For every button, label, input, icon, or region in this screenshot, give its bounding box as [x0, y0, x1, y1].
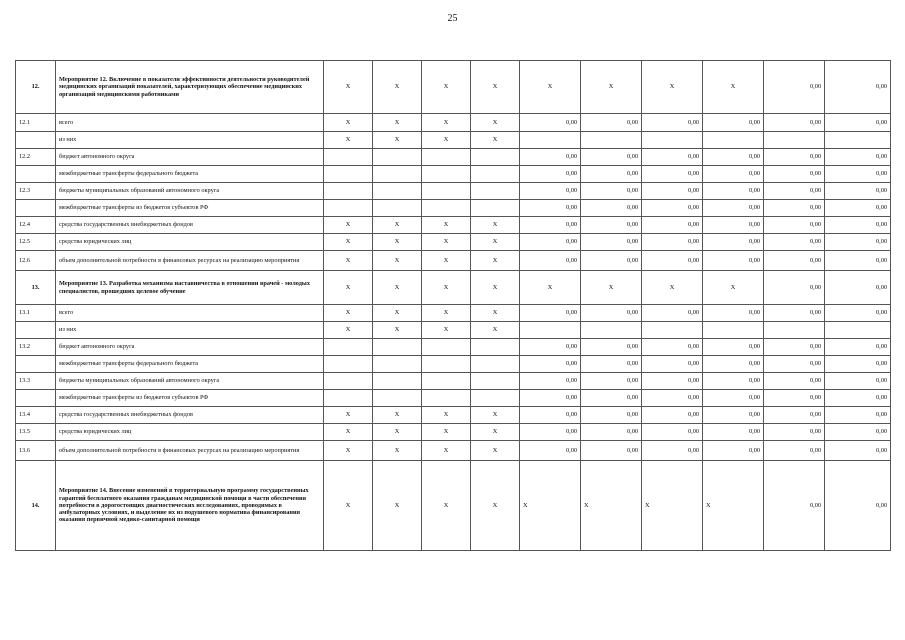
- value-cell-5: 0,00: [520, 373, 581, 390]
- value-cell-3: Х: [422, 461, 471, 551]
- value-cell-9: 0,00: [764, 356, 825, 373]
- value-cell-10: 0,00: [825, 114, 891, 132]
- row-number-cell: 13.6: [16, 441, 56, 461]
- value-cell-4: Х: [471, 305, 520, 322]
- row-number-cell: 14.: [16, 461, 56, 551]
- value-cell-9: 0,00: [764, 461, 825, 551]
- value-cell-6: 0,00: [581, 339, 642, 356]
- description-cell: Мероприятие 13. Разработка механизма наставничества в отношении врачей - молодых специалистов, прошедших целевое обучение: [56, 271, 324, 305]
- value-cell-7: 0,00: [642, 234, 703, 251]
- value-cell-2: Х: [373, 322, 422, 339]
- value-cell-9: 0,00: [764, 251, 825, 271]
- table-row: [16, 149, 891, 166]
- value-cell-8: 0,00: [703, 424, 764, 441]
- value-cell-4: [471, 166, 520, 183]
- value-cell-3: [422, 149, 471, 166]
- value-cell-9: 0,00: [764, 271, 825, 305]
- value-cell-10: 0,00: [825, 407, 891, 424]
- value-cell-7: 0,00: [642, 217, 703, 234]
- value-cell-10: 0,00: [825, 441, 891, 461]
- value-cell-8: 0,00: [703, 200, 764, 217]
- value-cell-6: 0,00: [581, 114, 642, 132]
- value-cell-1: [324, 356, 373, 373]
- value-cell-1: [324, 373, 373, 390]
- value-cell-6: [581, 132, 642, 149]
- description-cell: межбюджетные трансферты из бюджетов субъектов РФ: [56, 390, 324, 407]
- value-cell-6: 0,00: [581, 217, 642, 234]
- value-cell-8: 0,00: [703, 114, 764, 132]
- event-row: [16, 61, 891, 114]
- value-cell-2: Х: [373, 251, 422, 271]
- value-cell-9: 0,00: [764, 390, 825, 407]
- value-cell-5: 0,00: [520, 356, 581, 373]
- row-number-cell: 13.5: [16, 424, 56, 441]
- value-cell-10: 0,00: [825, 356, 891, 373]
- value-cell-10: 0,00: [825, 461, 891, 551]
- table-row: [16, 322, 891, 339]
- row-number-cell: 12.3: [16, 183, 56, 200]
- value-cell-6: 0,00: [581, 407, 642, 424]
- table-row: [16, 390, 891, 407]
- value-cell-7: 0,00: [642, 373, 703, 390]
- row-number-cell: [16, 200, 56, 217]
- row-number-cell: 12.4: [16, 217, 56, 234]
- value-cell-6: 0,00: [581, 373, 642, 390]
- value-cell-2: [373, 166, 422, 183]
- value-cell-1: Х: [324, 322, 373, 339]
- row-number-cell: [16, 132, 56, 149]
- value-cell-8: [703, 132, 764, 149]
- funding-table: [15, 60, 891, 551]
- value-cell-10: 0,00: [825, 251, 891, 271]
- value-cell-8: 0,00: [703, 373, 764, 390]
- value-cell-8: 0,00: [703, 407, 764, 424]
- value-cell-8: Х: [703, 461, 764, 551]
- value-cell-3: Х: [422, 217, 471, 234]
- table-row: [16, 305, 891, 322]
- value-cell-5: [520, 132, 581, 149]
- value-cell-8: 0,00: [703, 441, 764, 461]
- table-row: [16, 441, 891, 461]
- value-cell-7: 0,00: [642, 424, 703, 441]
- value-cell-5: Х: [520, 461, 581, 551]
- description-cell: средства юридических лиц: [56, 424, 324, 441]
- value-cell-8: 0,00: [703, 339, 764, 356]
- value-cell-6: [581, 322, 642, 339]
- value-cell-9: 0,00: [764, 234, 825, 251]
- description-cell: средства юридических лиц: [56, 234, 324, 251]
- value-cell-2: Х: [373, 61, 422, 114]
- description-cell: межбюджетные трансферты федерального бюджета: [56, 166, 324, 183]
- value-cell-9: [764, 132, 825, 149]
- value-cell-7: 0,00: [642, 305, 703, 322]
- table-row: [16, 424, 891, 441]
- value-cell-1: Х: [324, 234, 373, 251]
- value-cell-5: 0,00: [520, 251, 581, 271]
- value-cell-3: Х: [422, 407, 471, 424]
- value-cell-5: 0,00: [520, 200, 581, 217]
- value-cell-3: Х: [422, 132, 471, 149]
- value-cell-1: Х: [324, 424, 373, 441]
- value-cell-7: 0,00: [642, 441, 703, 461]
- value-cell-3: Х: [422, 322, 471, 339]
- value-cell-1: Х: [324, 407, 373, 424]
- value-cell-3: Х: [422, 305, 471, 322]
- row-number-cell: [16, 390, 56, 407]
- value-cell-3: Х: [422, 114, 471, 132]
- event-row: [16, 271, 891, 305]
- value-cell-2: Х: [373, 305, 422, 322]
- value-cell-5: 0,00: [520, 149, 581, 166]
- value-cell-6: 0,00: [581, 356, 642, 373]
- value-cell-5: Х: [520, 271, 581, 305]
- table-row: [16, 234, 891, 251]
- table-row: [16, 183, 891, 200]
- value-cell-10: 0,00: [825, 305, 891, 322]
- value-cell-7: Х: [642, 461, 703, 551]
- value-cell-3: [422, 356, 471, 373]
- value-cell-4: Х: [471, 251, 520, 271]
- value-cell-3: Х: [422, 441, 471, 461]
- value-cell-8: 0,00: [703, 356, 764, 373]
- value-cell-10: 0,00: [825, 339, 891, 356]
- value-cell-4: [471, 183, 520, 200]
- value-cell-4: Х: [471, 322, 520, 339]
- value-cell-10: 0,00: [825, 217, 891, 234]
- value-cell-3: Х: [422, 234, 471, 251]
- value-cell-1: [324, 149, 373, 166]
- value-cell-4: [471, 373, 520, 390]
- value-cell-5: 0,00: [520, 424, 581, 441]
- value-cell-2: Х: [373, 461, 422, 551]
- value-cell-4: Х: [471, 234, 520, 251]
- value-cell-1: Х: [324, 217, 373, 234]
- value-cell-5: 0,00: [520, 234, 581, 251]
- value-cell-8: 0,00: [703, 234, 764, 251]
- value-cell-10: 0,00: [825, 149, 891, 166]
- value-cell-8: 0,00: [703, 305, 764, 322]
- row-number-cell: 13.1: [16, 305, 56, 322]
- value-cell-4: [471, 200, 520, 217]
- description-cell: средства государственных внебюджетных фондов: [56, 407, 324, 424]
- description-cell: объем дополнительной потребности в финансовых ресурсах на реализацию мероприятия: [56, 441, 324, 461]
- value-cell-3: Х: [422, 424, 471, 441]
- table-row: [16, 373, 891, 390]
- value-cell-8: Х: [703, 271, 764, 305]
- value-cell-10: 0,00: [825, 183, 891, 200]
- value-cell-7: 0,00: [642, 390, 703, 407]
- value-cell-9: [764, 322, 825, 339]
- value-cell-9: 0,00: [764, 149, 825, 166]
- value-cell-3: [422, 183, 471, 200]
- value-cell-7: 0,00: [642, 166, 703, 183]
- value-cell-1: Х: [324, 441, 373, 461]
- value-cell-7: 0,00: [642, 339, 703, 356]
- value-cell-3: [422, 339, 471, 356]
- value-cell-10: 0,00: [825, 271, 891, 305]
- description-cell: Мероприятие 12. Включение в показатели эффективности деятельности руководителей медицинских организаций показателей, характеризующих обеспечение медицинских организаций медицинскими работниками: [56, 61, 324, 114]
- row-number-cell: [16, 166, 56, 183]
- row-number-cell: 13.2: [16, 339, 56, 356]
- value-cell-5: 0,00: [520, 390, 581, 407]
- description-cell: всего: [56, 114, 324, 132]
- value-cell-8: Х: [703, 61, 764, 114]
- row-number-cell: [16, 322, 56, 339]
- value-cell-10: 0,00: [825, 61, 891, 114]
- table-row: [16, 114, 891, 132]
- value-cell-2: Х: [373, 407, 422, 424]
- value-cell-1: Х: [324, 461, 373, 551]
- value-cell-9: 0,00: [764, 114, 825, 132]
- value-cell-5: Х: [520, 61, 581, 114]
- description-cell: всего: [56, 305, 324, 322]
- table-row: [16, 132, 891, 149]
- value-cell-9: 0,00: [764, 61, 825, 114]
- value-cell-6: 0,00: [581, 424, 642, 441]
- value-cell-3: Х: [422, 251, 471, 271]
- value-cell-2: Х: [373, 441, 422, 461]
- table-row: [16, 356, 891, 373]
- value-cell-5: 0,00: [520, 114, 581, 132]
- value-cell-9: 0,00: [764, 424, 825, 441]
- value-cell-7: 0,00: [642, 149, 703, 166]
- value-cell-4: [471, 356, 520, 373]
- table-row: [16, 200, 891, 217]
- value-cell-4: Х: [471, 61, 520, 114]
- value-cell-2: Х: [373, 271, 422, 305]
- value-cell-10: 0,00: [825, 373, 891, 390]
- value-cell-2: Х: [373, 132, 422, 149]
- value-cell-2: [373, 200, 422, 217]
- value-cell-2: Х: [373, 114, 422, 132]
- value-cell-1: [324, 390, 373, 407]
- value-cell-6: 0,00: [581, 251, 642, 271]
- description-cell: бюджет автономного округа: [56, 149, 324, 166]
- value-cell-6: 0,00: [581, 183, 642, 200]
- value-cell-2: [373, 356, 422, 373]
- value-cell-4: Х: [471, 271, 520, 305]
- value-cell-6: Х: [581, 61, 642, 114]
- value-cell-7: 0,00: [642, 407, 703, 424]
- value-cell-3: [422, 166, 471, 183]
- value-cell-10: [825, 322, 891, 339]
- value-cell-6: 0,00: [581, 390, 642, 407]
- value-cell-2: Х: [373, 234, 422, 251]
- value-cell-6: 0,00: [581, 149, 642, 166]
- value-cell-2: [373, 339, 422, 356]
- value-cell-4: Х: [471, 132, 520, 149]
- value-cell-3: Х: [422, 271, 471, 305]
- value-cell-6: 0,00: [581, 305, 642, 322]
- table-row: [16, 251, 891, 271]
- table-row: [16, 217, 891, 234]
- description-cell: бюджет автономного округа: [56, 339, 324, 356]
- row-number-cell: 12.6: [16, 251, 56, 271]
- value-cell-6: 0,00: [581, 441, 642, 461]
- value-cell-5: 0,00: [520, 407, 581, 424]
- value-cell-2: Х: [373, 217, 422, 234]
- value-cell-1: [324, 339, 373, 356]
- value-cell-1: [324, 166, 373, 183]
- value-cell-4: [471, 149, 520, 166]
- row-number-cell: 13.3: [16, 373, 56, 390]
- value-cell-5: 0,00: [520, 441, 581, 461]
- value-cell-7: 0,00: [642, 200, 703, 217]
- table-row: [16, 166, 891, 183]
- row-number-cell: 13.4: [16, 407, 56, 424]
- value-cell-7: [642, 322, 703, 339]
- value-cell-4: Х: [471, 217, 520, 234]
- value-cell-5: 0,00: [520, 305, 581, 322]
- value-cell-9: 0,00: [764, 217, 825, 234]
- row-number-cell: [16, 356, 56, 373]
- value-cell-9: 0,00: [764, 305, 825, 322]
- value-cell-7: 0,00: [642, 114, 703, 132]
- value-cell-1: Х: [324, 251, 373, 271]
- value-cell-2: [373, 149, 422, 166]
- value-cell-3: [422, 200, 471, 217]
- value-cell-3: [422, 373, 471, 390]
- value-cell-6: 0,00: [581, 166, 642, 183]
- description-cell: Мероприятие 14. Внесение изменений в территориальную программу государственных гарантий бесплатного оказания гражданам медицинской помощи в части обеспечения потребности в дорогостоящих диагностических исследованиях, проводимых в амбулаторных условиях, и выделение их из подушевого норматива финансирования оказания первичной медико-санитарной помощи: [56, 461, 324, 551]
- row-number-cell: 12.: [16, 61, 56, 114]
- description-cell: межбюджетные трансферты федерального бюджета: [56, 356, 324, 373]
- row-number-cell: 13.: [16, 271, 56, 305]
- description-cell: бюджеты муниципальных образований автономного округа: [56, 373, 324, 390]
- value-cell-9: 0,00: [764, 200, 825, 217]
- value-cell-10: 0,00: [825, 166, 891, 183]
- value-cell-2: [373, 373, 422, 390]
- table-row: [16, 339, 891, 356]
- value-cell-9: 0,00: [764, 441, 825, 461]
- value-cell-8: 0,00: [703, 183, 764, 200]
- value-cell-8: 0,00: [703, 251, 764, 271]
- value-cell-5: 0,00: [520, 217, 581, 234]
- value-cell-6: 0,00: [581, 200, 642, 217]
- value-cell-6: Х: [581, 271, 642, 305]
- value-cell-10: 0,00: [825, 390, 891, 407]
- value-cell-5: 0,00: [520, 183, 581, 200]
- value-cell-9: 0,00: [764, 373, 825, 390]
- value-cell-10: 0,00: [825, 424, 891, 441]
- value-cell-4: [471, 339, 520, 356]
- value-cell-7: 0,00: [642, 356, 703, 373]
- value-cell-5: 0,00: [520, 339, 581, 356]
- value-cell-5: 0,00: [520, 166, 581, 183]
- value-cell-2: [373, 390, 422, 407]
- value-cell-8: 0,00: [703, 390, 764, 407]
- description-cell: бюджеты муниципальных образований автономного округа: [56, 183, 324, 200]
- table-row: [16, 407, 891, 424]
- value-cell-4: [471, 390, 520, 407]
- row-number-cell: 12.2: [16, 149, 56, 166]
- row-number-cell: 12.1: [16, 114, 56, 132]
- value-cell-4: Х: [471, 424, 520, 441]
- value-cell-1: Х: [324, 271, 373, 305]
- value-cell-9: 0,00: [764, 339, 825, 356]
- value-cell-7: 0,00: [642, 251, 703, 271]
- value-cell-3: Х: [422, 61, 471, 114]
- value-cell-8: 0,00: [703, 149, 764, 166]
- value-cell-1: Х: [324, 114, 373, 132]
- value-cell-8: 0,00: [703, 217, 764, 234]
- value-cell-7: 0,00: [642, 183, 703, 200]
- description-cell: средства государственных внебюджетных фондов: [56, 217, 324, 234]
- value-cell-2: Х: [373, 424, 422, 441]
- value-cell-9: 0,00: [764, 166, 825, 183]
- description-cell: межбюджетные трансферты из бюджетов субъектов РФ: [56, 200, 324, 217]
- value-cell-1: [324, 200, 373, 217]
- value-cell-8: [703, 322, 764, 339]
- value-cell-4: Х: [471, 461, 520, 551]
- value-cell-10: 0,00: [825, 200, 891, 217]
- value-cell-2: [373, 183, 422, 200]
- event-row: [16, 461, 891, 551]
- value-cell-7: [642, 132, 703, 149]
- page-number: 25: [447, 13, 458, 24]
- value-cell-8: 0,00: [703, 166, 764, 183]
- description-cell: из них: [56, 322, 324, 339]
- value-cell-7: Х: [642, 271, 703, 305]
- value-cell-6: 0,00: [581, 234, 642, 251]
- value-cell-1: Х: [324, 132, 373, 149]
- value-cell-4: Х: [471, 441, 520, 461]
- value-cell-1: [324, 183, 373, 200]
- description-cell: объем дополнительной потребности в финансовых ресурсах на реализацию мероприятия: [56, 251, 324, 271]
- value-cell-9: 0,00: [764, 407, 825, 424]
- value-cell-10: 0,00: [825, 234, 891, 251]
- value-cell-1: Х: [324, 61, 373, 114]
- value-cell-1: Х: [324, 305, 373, 322]
- value-cell-5: [520, 322, 581, 339]
- value-cell-10: [825, 132, 891, 149]
- value-cell-6: Х: [581, 461, 642, 551]
- value-cell-3: [422, 390, 471, 407]
- row-number-cell: 12.5: [16, 234, 56, 251]
- value-cell-9: 0,00: [764, 183, 825, 200]
- value-cell-4: Х: [471, 407, 520, 424]
- value-cell-7: Х: [642, 61, 703, 114]
- description-cell: из них: [56, 132, 324, 149]
- value-cell-4: Х: [471, 114, 520, 132]
